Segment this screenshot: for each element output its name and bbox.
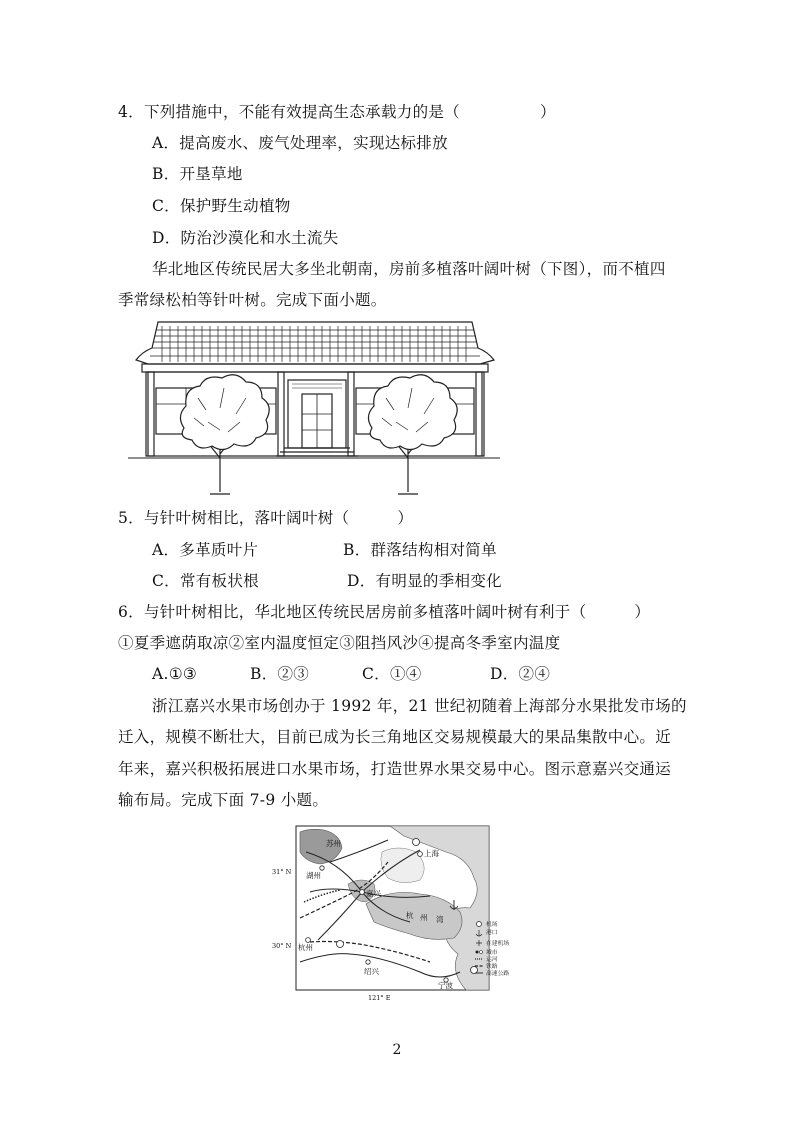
passage2-line1: 浙江嘉兴水果市场创办于 1992 年，21 世纪初随着上海部分水果批发市场的 xyxy=(152,697,687,715)
q6-stem: 6．与针叶树相比，华北地区传统民居房前多植落叶阔叶树有利于（ ） xyxy=(118,603,651,621)
passage2-line3: 年来，嘉兴积极拓展进口水果市场，打造世界水果交易中心。图示意嘉兴交通运 xyxy=(118,760,672,778)
q5-option-b: B．群落结构相对简单 xyxy=(343,541,497,559)
passage2-line2: 迁入，规模不断壮大，目前已成为长三角地区交易规模最大的果品集散中心。近 xyxy=(118,728,672,746)
q4-option-b: B．开垦草地 xyxy=(152,165,243,183)
q4-stem: 4．下列措施中，不能有效提高生态承载力的是（ ） xyxy=(118,103,556,121)
q6-option-a: A.①③ xyxy=(152,665,198,683)
map-label-ningbo: 宁波 xyxy=(438,981,453,990)
q6-option-b: B．②③ xyxy=(250,665,310,683)
map-label-bay-3: 湾 xyxy=(436,915,444,924)
q5-stem: 5．与针叶树相比，落叶阔叶树（ ） xyxy=(118,509,414,527)
map-label-hangzhou: 杭州 xyxy=(298,943,313,952)
q6-statements: ①夏季遮荫取凉②室内温度恒定③阻挡风沙④提高冬季室内温度 xyxy=(118,634,561,652)
passage2-line4: 输布局。完成下面 7-9 小题。 xyxy=(118,791,329,809)
map-lon-121: 121° E xyxy=(368,994,391,1002)
legend-airport: 机场 xyxy=(486,922,498,928)
map-label-bay-2: 州 xyxy=(420,913,428,922)
q5-option-d: D．有明显的季相变化 xyxy=(347,572,502,590)
legend-railway: 铁路 xyxy=(486,964,498,970)
map-lat-30: 30° N xyxy=(272,942,292,950)
legend-airport-under-construction: 在建机场 xyxy=(486,941,510,947)
q6-option-d: D．②④ xyxy=(490,665,551,683)
q5-option-c: C．常有板状根 xyxy=(152,572,259,590)
q5-options-row1 xyxy=(152,540,752,560)
map-label-shanghai: 上海 xyxy=(424,849,439,858)
legend-expressway: 高速公路 xyxy=(486,971,510,977)
map-lat-31: 31° N xyxy=(272,868,292,876)
legend-city: 城市 xyxy=(486,950,498,956)
q4-option-c: C．保护野生动植物 xyxy=(152,197,291,215)
house-figure xyxy=(128,318,500,496)
q6-option-c: C．①④ xyxy=(362,665,422,683)
jiaxing-transport-map xyxy=(270,822,520,1004)
map-label-suzhou: 苏州 xyxy=(326,839,341,848)
q4-option-d: D．防治沙漠化和水土流失 xyxy=(152,229,339,247)
legend-port: 港口 xyxy=(486,930,498,936)
legend-canal: 运河 xyxy=(486,957,498,963)
map-label-huzhou: 湖州 xyxy=(306,871,321,880)
map-label-jiaxing: 嘉兴 xyxy=(366,889,381,898)
passage1-line2: 季常绿松柏等针叶树。完成下面小题。 xyxy=(118,291,387,309)
map-label-bay-1: 杭 xyxy=(406,911,414,920)
passage1-line1: 华北地区传统民居大多坐北朝南，房前多植落叶阔叶树（下图），而不植四 xyxy=(152,260,666,278)
q5-option-a: A．多革质叶片 xyxy=(152,541,259,559)
map-label-shaoxing: 绍兴 xyxy=(364,967,379,976)
page-number: 2 xyxy=(392,1042,402,1058)
q5-options-row2 xyxy=(152,571,752,591)
q4-option-a: A．提高废水、废气处理率，实现达标排放 xyxy=(152,134,448,152)
